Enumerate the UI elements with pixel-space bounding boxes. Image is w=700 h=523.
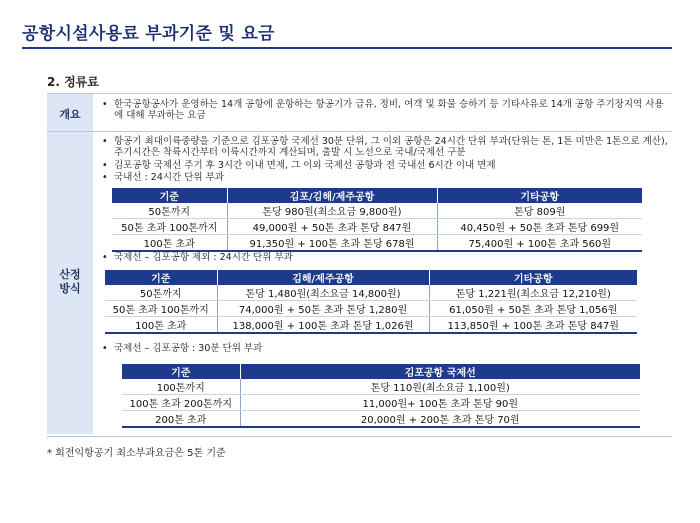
row-divider [47, 131, 672, 132]
table-cell: 91,350원 + 100톤 초과 톤당 678원 [227, 235, 437, 252]
table-cell: 톤당 1,221원(최소요금 12,210원) [429, 285, 637, 301]
table-cell: 138,000원 + 100톤 초과 톤당 1,026원 [217, 317, 429, 334]
table-cell: 200톤 초과 [122, 411, 240, 428]
table-cell: 톤당 1,480원(최소요금 14,800원) [217, 285, 429, 301]
table-cell: 11,000원+ 100톤 초과 톤당 90원 [240, 395, 640, 411]
table-row [105, 317, 637, 334]
table-cell: 100톤 초과 200톤까지 [122, 395, 240, 411]
table-cell: 75,400원 + 100톤 초과 560원 [437, 235, 642, 252]
table-row [105, 285, 637, 301]
table-row [105, 301, 637, 317]
table-row [112, 219, 642, 235]
table-header: 기타공항 [429, 270, 637, 285]
table-header-row [112, 188, 642, 203]
table-header: 기준 [105, 270, 217, 285]
table-cell: 40,450원 + 50톤 초과 톤당 699원 [437, 219, 642, 235]
table-row [122, 379, 640, 395]
calc-bullet-2: • 김포공항 국제선 주기 후 3시간 이내 면제, 그 이외 국제선 공항과 전 국내선 6시간 이내 면제 [114, 160, 669, 171]
table-cell: 100톤 초과 [112, 235, 227, 252]
calc-label-line1: 산정 [59, 268, 81, 281]
calc-bullet-1: • 항공기 최대이륙중량을 기준으로 김포공항 국제선 30분 단위, 그 이외 공항은 24시간 단위 부과(단위는 톤, 1톤 미만은 1톤으로 계산), 주기시간은 착륙시간부터 이륙시간까지 계산되며, 출발 시 노선으로 국내/국제선 구분 [114, 136, 669, 158]
table-header: 기준 [112, 188, 227, 203]
title-divider [22, 47, 672, 49]
table-row [122, 411, 640, 428]
table-row [112, 203, 642, 219]
table-header-row [105, 270, 637, 285]
table-header: 김해/제주공항 [217, 270, 429, 285]
table-cell: 113,850원 + 100톤 초과 톤당 847원 [429, 317, 637, 334]
calc-label [47, 268, 93, 296]
table-cell: 톤당 980원(최소요금 9,800원) [227, 203, 437, 219]
table-header: 기타공항 [437, 188, 642, 203]
table-row [112, 235, 642, 252]
overview-label: 개요 [59, 108, 81, 121]
table-cell: 톤당 809원 [437, 203, 642, 219]
table-cell: 50톤 초과 100톤까지 [112, 219, 227, 235]
intl-rate-table [105, 270, 637, 334]
footnote: * 회전익항공기 최소부과요금은 5톤 기준 [47, 448, 226, 459]
table-cell: 20,000원 + 200톤 초과 톤당 70원 [240, 411, 640, 428]
table-header: 기준 [122, 364, 240, 379]
domestic-rate-table [112, 188, 642, 252]
table-cell: 74,000원 + 50톤 초과 톤당 1,280원 [217, 301, 429, 317]
gimpo-intl-rate-table [122, 364, 640, 428]
table-header: 김포/김해/제주공항 [227, 188, 437, 203]
table-cell: 49,000원 + 50톤 초과 톤당 847원 [227, 219, 437, 235]
table-cell: 100톤 초과 [105, 317, 217, 334]
table-header-row [122, 364, 640, 379]
table-row [122, 395, 640, 411]
table-cell: 100톤까지 [122, 379, 240, 395]
table-cell: 61,050원 + 50톤 초과 톤당 1,056원 [429, 301, 637, 317]
overview-bullet: • 한국공항공사가 운영하는 14개 공항에 운항하는 항공기가 급유, 정비, 여객 및 화물 승하기 등 기타사유로 14개 공항 주기장지역 사용에 대해 부과하는 요금 [114, 99, 664, 121]
table-header: 김포공항 국제선 [240, 364, 640, 379]
page-title: 공항시설사용료 부과기준 및 요금 [22, 24, 275, 44]
section-heading: 2. 정류료 [47, 75, 99, 89]
table-cell: 톤당 110원(최소요금 1,100원) [240, 379, 640, 395]
table-cell: 50톤 초과 100톤까지 [105, 301, 217, 317]
table-cell: 50톤까지 [105, 285, 217, 301]
calc-bullet-4: • 국제선 – 김포공항 제외 : 24시간 단위 부과 [114, 252, 669, 263]
calc-label-line2: 방식 [59, 282, 81, 295]
calc-bullet-5: • 국제선 – 김포공항 : 30분 단위 부과 [114, 343, 669, 354]
table-cell: 50톤까지 [112, 203, 227, 219]
calc-bullet-3: • 국내선 : 24시간 단위 부과 [114, 172, 669, 183]
